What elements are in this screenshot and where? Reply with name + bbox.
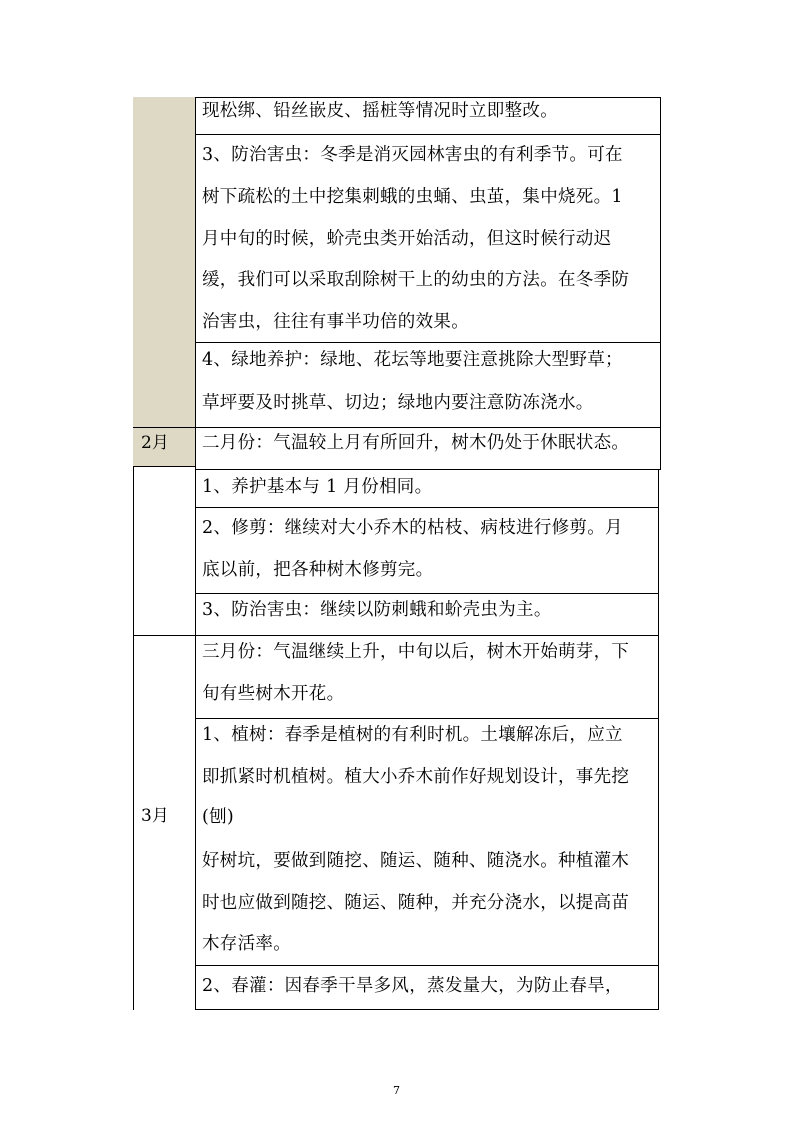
text-line: 现松绑、铅丝嵌皮、摇桩等情况时立即整改。 [202, 101, 558, 121]
text-line: 3、防治害虫：冬季是消灭园林害虫的有利季节。可在 [202, 145, 623, 165]
text-line: 草坪要及时挑草、切边；绿地内要注意防冻浇水。 [202, 393, 594, 413]
text-line: 木存活率。 [202, 934, 291, 954]
text-line: 3、防治害虫：继续以防刺蛾和蚧壳虫为主。 [202, 600, 552, 620]
text-line: 4、绿地养护：绿地、花坛等地要注意挑除大型野草； [202, 350, 623, 370]
text-line: 旬有些树木开花。 [202, 684, 345, 704]
text-line: 月中旬的时候，蚧壳虫类开始活动，但这时候行动迟 [202, 229, 612, 249]
text-line: 好树坑，要做到随挖、随运、随种、随浇水。种植灌木 [202, 851, 630, 871]
text-line: 即抓紧时机植树。植大小乔木前作好规划设计，事先挖 [202, 767, 630, 787]
text-line: 2、修剪：继续对大小乔木的枯枝、病枝进行修剪。月 [202, 518, 623, 538]
feb-month-label: 2月 [141, 433, 169, 453]
text-line: 树下疏松的土中挖集刺蛾的虫蛹、虫茧，集中烧死。1 [202, 187, 623, 207]
text-line: (刨) [202, 807, 235, 827]
page-number: 7 [393, 1084, 400, 1097]
text-line: 时也应做到随挖、随运、随种，并充分浇水，以提高苗 [202, 893, 630, 913]
text-line: 1、养护基本与 1 月份相同。 [202, 477, 433, 497]
text-line: 缓，我们可以采取刮除树干上的幼虫的方法。在冬季防 [202, 270, 630, 290]
text-line: 三月份：气温继续上升，中旬以后，树木开始萌芽，下 [202, 642, 630, 662]
mar-month-label: 3月 [141, 806, 169, 826]
jan-month-cell [133, 97, 195, 427]
text-line: 底以前，把各种树木修剪完。 [202, 560, 434, 580]
text-line: 2、春灌：因春季干旱多风，蒸发量大，为防止春旱， [202, 976, 623, 996]
text-line: 治害虫，往往有事半功倍的效果。 [202, 312, 469, 332]
text-line: 1、植树：春季是植树的有利时机。土壤解冻后，应立 [202, 725, 623, 745]
text-line: 二月份：气温较上月有所回升，树木仍处于休眠状态。 [202, 433, 630, 453]
